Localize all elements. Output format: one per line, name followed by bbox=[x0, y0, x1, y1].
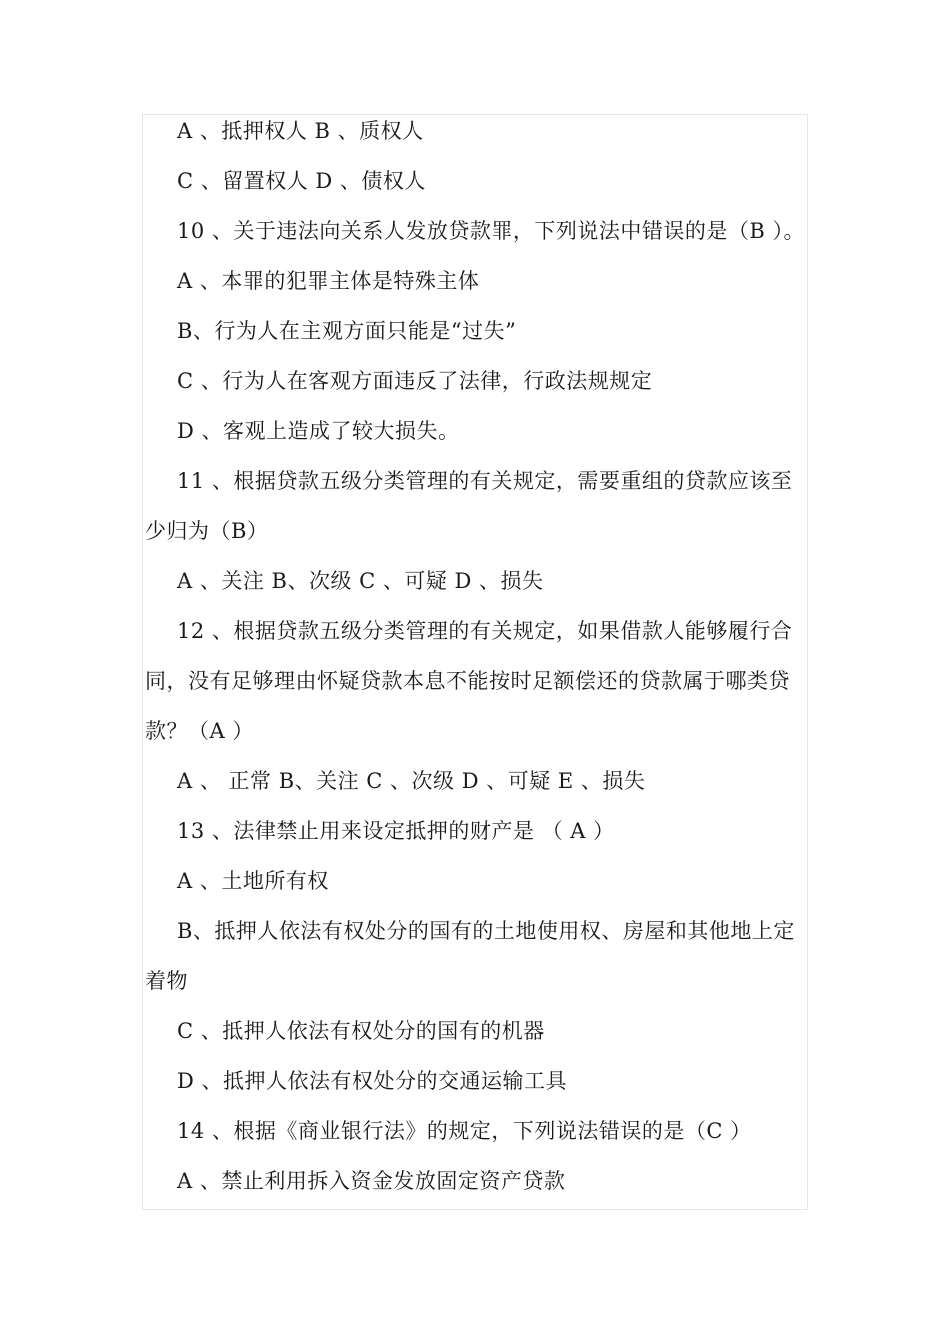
text-line: B、行为人在主观方面只能是“过失” bbox=[177, 319, 517, 343]
text-line: A 、本罪的犯罪主体是特殊主体 bbox=[177, 269, 480, 293]
text-line: C 、留置权人 D 、债权人 bbox=[177, 169, 426, 193]
text-line: A 、 正常 B、关注 C 、次级 D 、可疑 E 、损失 bbox=[177, 769, 646, 793]
text-line: A 、土地所有权 bbox=[177, 869, 329, 893]
text-line: A 、抵押权人 B 、质权人 bbox=[177, 119, 424, 143]
question-13: 13 、法律禁止用来设定抵押的财产是 （ A ） bbox=[177, 819, 615, 843]
text-line: A 、禁止利用拆入资金发放固定资产贷款 bbox=[177, 1169, 566, 1193]
text-line: 着物 bbox=[145, 969, 188, 993]
text-line: 款？（A ） bbox=[145, 719, 254, 743]
text-line: D 、客观上造成了较大损失。 bbox=[177, 419, 460, 443]
text-line: 同，没有足够理由怀疑贷款本息不能按时足额偿还的贷款属于哪类贷 bbox=[145, 669, 790, 693]
text-line: A 、关注 B、次级 C 、可疑 D 、损失 bbox=[177, 569, 544, 593]
question-14: 14 、根据《商业银行法》的规定，下列说法错误的是（C ） bbox=[177, 1119, 752, 1143]
text-line: C 、行为人在客观方面违反了法律，行政法规规定 bbox=[177, 369, 653, 393]
question-10: 10 、关于违法向关系人发放贷款罪，下列说法中错误的是（B ）。 bbox=[177, 219, 806, 243]
text-line: 少归为（B） bbox=[145, 519, 269, 543]
text-line: B、抵押人依法有权处分的国有的土地使用权、房屋和其他地上定 bbox=[177, 919, 795, 943]
question-11: 11 、根据贷款五级分类管理的有关规定，需要重组的贷款应该至 bbox=[177, 469, 793, 493]
text-line: D 、抵押人依法有权处分的交通运输工具 bbox=[177, 1069, 568, 1093]
text-line: C 、抵押人依法有权处分的国有的机器 bbox=[177, 1019, 545, 1043]
question-12: 12 、根据贷款五级分类管理的有关规定，如果借款人能够履行合 bbox=[177, 619, 793, 643]
